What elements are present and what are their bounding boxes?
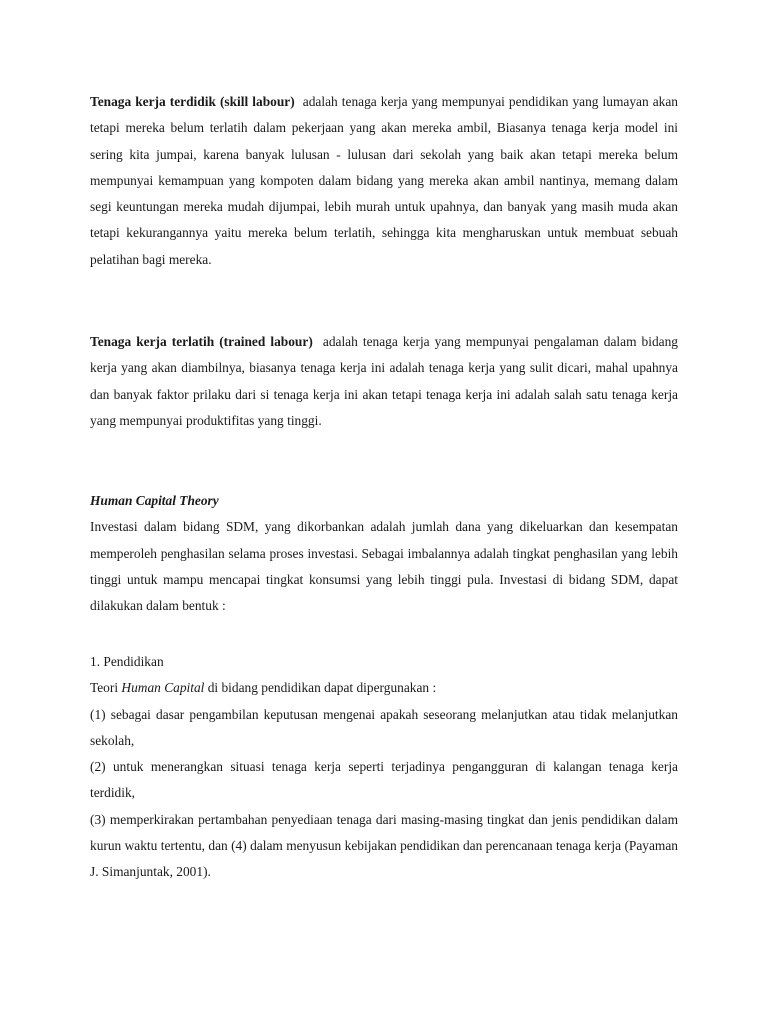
pendidikan-item-1: (1) sebagai dasar pengambilan keputusan mengenai apakah seseorang melanjutkan atau tidak melanjutkan sekolah, [90, 706, 678, 748]
skill-labour-paragraph [90, 89, 682, 273]
trained-labour-paragraph [90, 329, 682, 434]
trained-labour-body: adalah tenaga kerja yang mempunyai pengalaman dalam bidang kerja yang akan diambilnya, biasanya tenaga kerja ini adalah tenaga kerja yang sulit dicari, mahal upahnya dan banyak faktor prilaku dari si tenaga kerja ini akan tetapi tenaga kerja ini adalah salah satu tenaga kerja yang mempunyai produktifitas yang tinggi. [90, 334, 682, 428]
pendidikan-item-2: (2) untuk menerangkan situasi tenaga kerja seperti terjadinya pengangguran di kalangan tenaga kerja terdidik, [90, 759, 678, 801]
pendidikan-intro-suffix: di bidang pendidikan dapat dipergunakan : [204, 680, 437, 696]
pendidikan-intro-prefix: Teori [90, 680, 122, 696]
pendidikan-intro-italic: Human Capital [121, 680, 205, 696]
human-capital-paragraph: Investasi dalam bidang SDM, yang dikorbankan adalah jumlah dana yang dikeluarkan dan kesempatan memperoleh penghasilan selama proses investasi. Sebagai imbalannya adalah tingkat penghasilan yang lebih tinggi untuk mampu mencapai tingkat konsumsi yang lebih tinggi pula. Investasi di bidang SDM, dapat dilakukan dalam bentuk : [90, 519, 678, 614]
pendidikan-item-3: (3) memperkirakan pertambahan penyediaan tenaga dari masing-masing tingkat dan jenis pendidikan dalam kurun waktu tertentu, dan (4) dalam menyusun kebijakan pendidikan dan perencanaan tenaga kerja (Payaman J. Simanjuntak, 2001). [90, 811, 678, 880]
human-capital-heading: Human Capital Theory [90, 493, 219, 508]
skill-labour-term: Tenaga kerja terdidik (skill labour) [90, 94, 295, 109]
pendidikan-section [90, 649, 678, 886]
trained-labour-term: Tenaga kerja terlatih (trained labour) [90, 334, 313, 349]
human-capital-section [90, 488, 678, 619]
pendidikan-intro [90, 675, 678, 701]
pendidikan-heading: 1. Pendidikan [90, 654, 164, 669]
skill-labour-body: adalah tenaga kerja yang mempunyai pendidikan yang lumayan akan tetapi mereka belum terlatih dalam pekerjaan yang akan mereka ambil, Biasanya tenaga kerja model ini sering kita jumpai, karena banyak lulusan - lulusan dari sekolah yang baik akan tetapi mereka belum mempunyai kemampuan yang kompoten dalam bidang yang mereka akan ambil nantinya, memang dalam segi keuntungan mereka mudah dijumpai, lebih murah untuk upahnya, dan banyak yang masih muda akan tetapi kekurangannya yaitu mereka belum terlatih, sehingga kita mengharuskan untuk membuat sebuah pelatihan bagi mereka. [90, 94, 682, 267]
